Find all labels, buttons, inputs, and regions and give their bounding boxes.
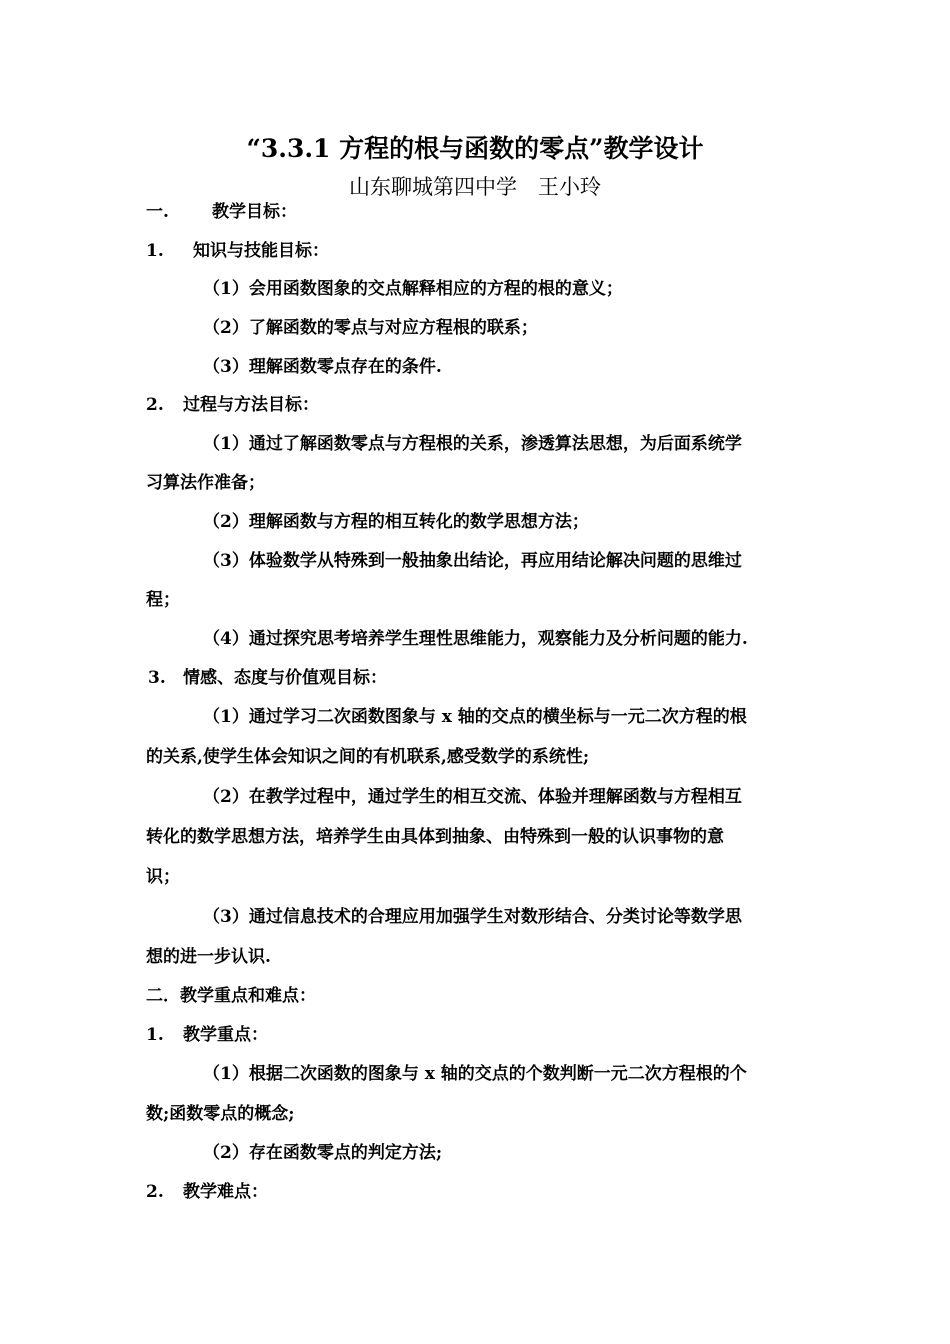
paragraph-line: （2）在教学过程中，通过学生的相互交流、体验并理解函数与方程相互: [203, 787, 742, 807]
subsection-heading: [146, 1180, 268, 1204]
paragraph-line: 想的进一步认识.: [146, 947, 271, 967]
paragraph-line: （4）通过探究思考培养学生理性思维能力，观察能力及分析问题的能力.: [203, 629, 748, 649]
section-heading: [146, 200, 297, 224]
section-number: 一.: [146, 202, 169, 222]
subsection-label: 教学重点：: [183, 1025, 268, 1045]
subsection-heading: [148, 666, 387, 690]
paragraph-line: （2）理解函数与方程的相互转化的数学思想方法；: [203, 512, 589, 532]
subsection-heading: [146, 239, 329, 263]
subsection-heading: [146, 1023, 268, 1047]
paragraph-line: （1）会用函数图象的交点解释相应的方程的根的意义；: [203, 279, 623, 299]
paragraph-line: （1）通过学习二次函数图象与 x 轴的交点的横坐标与一元二次方程的根: [203, 707, 747, 727]
subsection-heading: [146, 393, 319, 417]
section-heading: 二．教学重点和难点：: [146, 986, 316, 1006]
subsection-label: 知识与技能目标：: [193, 241, 329, 261]
document-title: “3.3.1 方程的根与函数的零点”教学设计: [246, 134, 704, 163]
paragraph-line: （2）存在函数零点的判定方法;: [203, 1143, 443, 1163]
subsection-number: 3.: [148, 668, 166, 688]
paragraph-line: 识；: [146, 867, 180, 887]
subsection-label: 教学难点：: [183, 1182, 268, 1202]
document-author: 山东聊城第四中学 王小玲: [349, 175, 601, 199]
subsection-label: 过程与方法目标：: [183, 395, 319, 415]
paragraph-line: 的关系,使学生体会知识之间的有机联系,感受数学的系统性;: [146, 747, 590, 767]
subsection-number: 1.: [146, 1025, 164, 1045]
subsection-number: 2.: [146, 1182, 164, 1202]
paragraph-line: （3）理解函数零点存在的条件.: [203, 357, 442, 377]
paragraph-line: 转化的数学思想方法，培养学生由具体到抽象、由特殊到一般的认识事物的意: [146, 827, 724, 847]
subsection-number: 1.: [146, 241, 164, 261]
subsection-number: 2.: [146, 395, 164, 415]
section-label: 教学目标：: [212, 202, 297, 222]
paragraph-line: 数;函数零点的概念;: [146, 1104, 295, 1124]
paragraph-line: （3）通过信息技术的合理应用加强学生对数形结合、分类讨论等数学思: [203, 907, 742, 927]
paragraph-line: 程；: [146, 590, 180, 610]
subsection-label: 情感、态度与价值观目标：: [183, 668, 387, 688]
paragraph-line: （1）通过了解函数零点与方程根的关系，渗透算法思想，为后面系统学: [203, 434, 742, 454]
paragraph-line: （2）了解函数的零点与对应方程根的联系；: [203, 318, 538, 338]
paragraph-line: （3）体验数学从特殊到一般抽象出结论，再应用结论解决问题的思维过: [203, 551, 742, 571]
paragraph-line: 习算法作准备；: [146, 473, 265, 493]
paragraph-line: （1）根据二次函数的图象与 x 轴的交点的个数判断一元二次方程根的个: [203, 1064, 747, 1084]
